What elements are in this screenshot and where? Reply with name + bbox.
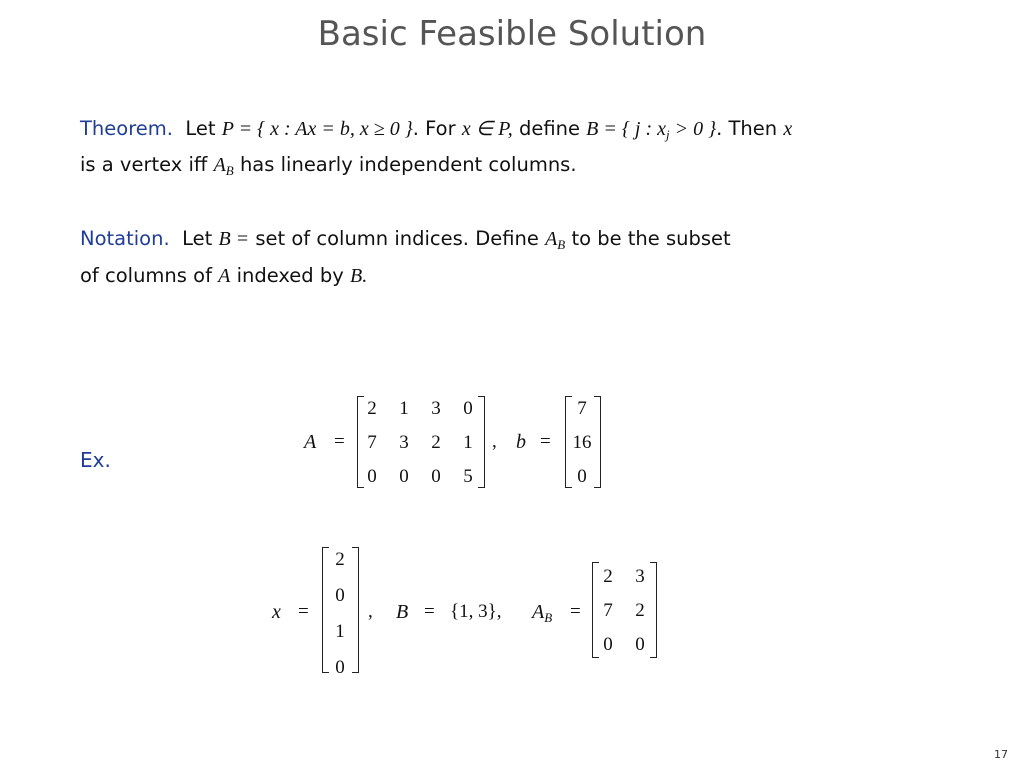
matrix-ab-cell: 2 — [603, 566, 613, 587]
matrix-a-cell: 1 — [399, 398, 409, 419]
notation-ab: $A_B$ — [545, 228, 566, 252]
notation-line2-start: of columns of — [80, 264, 212, 287]
theorem-line-2 — [80, 153, 577, 179]
theorem-set-definition: P = { x : Ax = b, x ≥ 0 } — [221, 118, 413, 140]
matrix-ab-cell: 2 — [635, 600, 645, 621]
matrix-a-cell: 0 — [399, 466, 409, 487]
matrix-ab-cell: 0 — [635, 634, 645, 655]
notation-label: Notation. — [80, 227, 170, 250]
vector-x-name: x — [272, 601, 281, 623]
vector-x-cell: 1 — [335, 621, 345, 642]
vector-x-right-bracket — [352, 547, 359, 673]
equals-sign: = — [298, 601, 309, 622]
theorem-x-var: x — [783, 118, 793, 140]
matrix-ab-cell: 3 — [635, 566, 645, 587]
theorem-line-1 — [80, 116, 792, 143]
matrix-a-cell: 2 — [367, 398, 377, 419]
matrix-a-cell: 2 — [431, 432, 441, 453]
notation-line2-mid: indexed by — [236, 264, 344, 287]
vector-b-cell: 0 — [577, 466, 587, 487]
set-b-name: B — [396, 601, 409, 623]
matrix-a-cell: 3 — [399, 432, 409, 453]
vector-b-name: b — [516, 431, 526, 453]
notation-let: Let — [182, 227, 213, 250]
matrix-ab-name: $A_B$ — [532, 601, 553, 625]
notation-b-eq: B = — [218, 228, 250, 250]
notation-text1: set of column indices. Define — [255, 227, 539, 250]
matrix-a-name: A — [304, 431, 317, 453]
theorem-label: Theorem. — [80, 117, 173, 140]
theorem-line2-start: is a vertex iff — [80, 153, 208, 176]
vector-x-cell: 0 — [335, 585, 345, 606]
theorem-x-in-p: x ∈ P, — [461, 118, 513, 140]
theorem-define: define — [518, 117, 580, 140]
matrix-ab-cell: 0 — [603, 634, 613, 655]
theorem-b-definition: B = { j : $x_j > 0$ } — [586, 118, 717, 142]
matrix-a-cell: 0 — [367, 466, 377, 487]
matrix-a-cell: 1 — [463, 432, 473, 453]
equals-sign: = — [540, 431, 551, 452]
comma: , — [492, 431, 497, 452]
vector-b-cell: 7 — [577, 398, 587, 419]
vector-b-right-bracket — [594, 396, 601, 488]
matrix-ab-right-bracket — [650, 562, 657, 658]
theorem-ab: $A_B$ — [213, 154, 234, 178]
matrix-a-cell: 3 — [431, 398, 441, 419]
set-b-value: {1, 3}, — [450, 601, 502, 622]
notation-line-1 — [80, 227, 731, 253]
notation-text2: to be the subset — [571, 227, 731, 250]
page-number: 17 — [994, 748, 1008, 761]
matrix-a-cell: 7 — [367, 432, 377, 453]
equals-sign: = — [424, 601, 435, 622]
vector-x-cell: 0 — [335, 657, 345, 678]
equals-sign: = — [334, 431, 345, 452]
matrix-a-cell: 0 — [431, 466, 441, 487]
theorem-then: . Then — [716, 117, 778, 140]
theorem-let: Let — [185, 117, 216, 140]
notation-a-var: A — [218, 265, 231, 287]
equals-sign: = — [570, 601, 581, 622]
theorem-line2-end: has linearly independent columns. — [239, 153, 577, 176]
vector-x-cell: 2 — [335, 549, 345, 570]
matrix-a-right-bracket — [478, 396, 485, 488]
matrix-a-cell: 0 — [463, 398, 473, 419]
slide-title: Basic Feasible Solution — [317, 14, 707, 54]
notation-b-var: B. — [350, 265, 368, 287]
example-label: Ex. — [80, 448, 111, 472]
matrix-a-cell: 5 — [463, 466, 473, 487]
vector-b-cell: 16 — [572, 432, 592, 453]
notation-line-2 — [80, 264, 367, 288]
theorem-for: . For — [412, 117, 456, 140]
comma: , — [368, 601, 373, 622]
matrix-ab-cell: 7 — [603, 600, 613, 621]
